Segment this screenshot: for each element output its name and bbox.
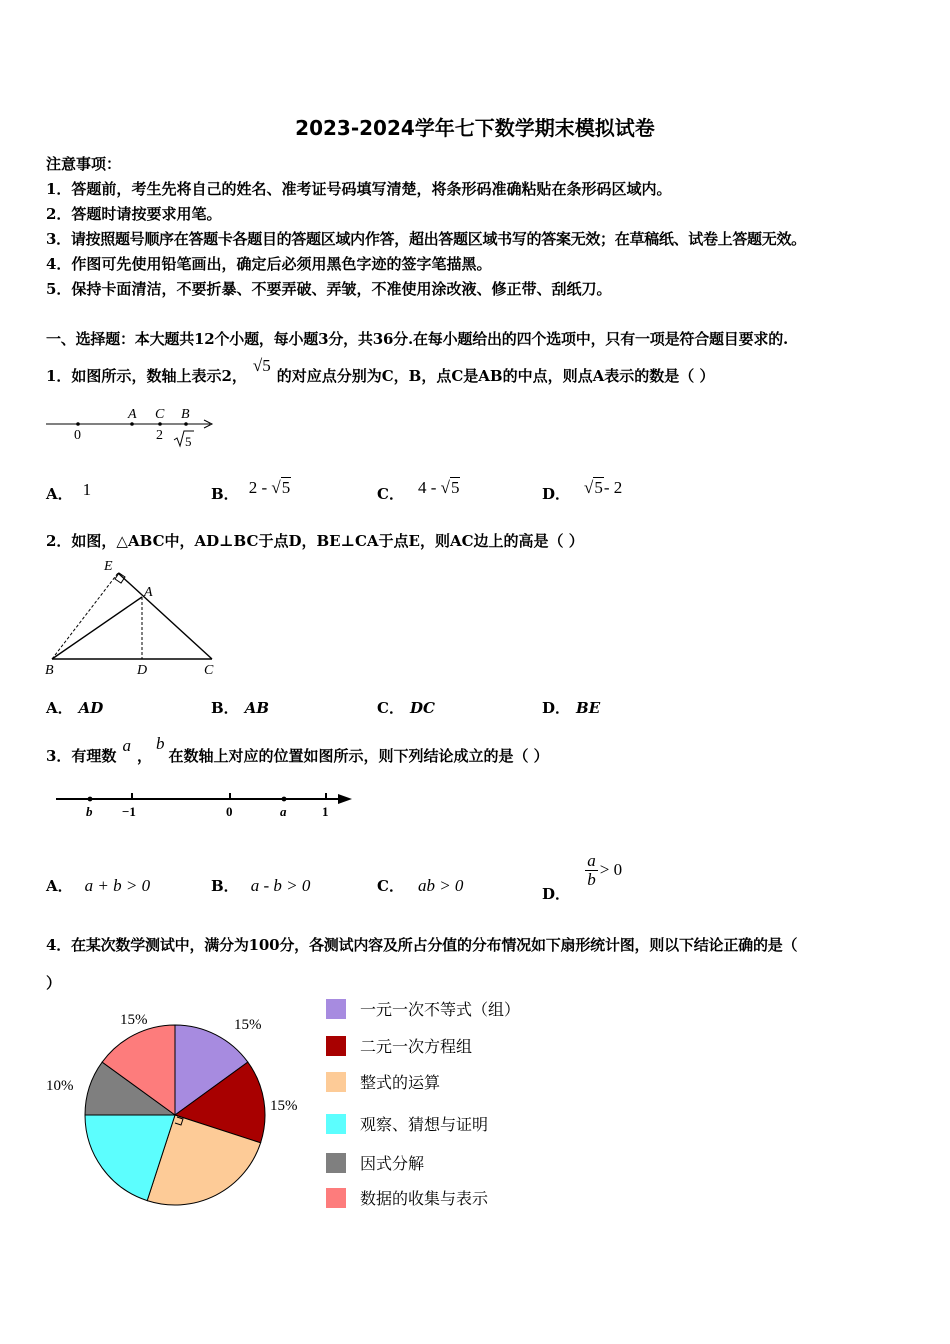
q1-label-5: 5 bbox=[185, 434, 192, 449]
q3-post: 在数轴上对应的位置如图所示，则下列结论成立的是（ ） bbox=[168, 747, 549, 765]
q1-text bbox=[46, 356, 715, 386]
pie-slice-label: 15% bbox=[234, 1017, 262, 1033]
option-label: A． bbox=[46, 699, 73, 717]
q3-axis-0: 0 bbox=[226, 804, 233, 819]
notice-item: 1．答题前，考生先将自己的姓名、准考证号码填写清楚，将条形码准确粘贴在条形码区域内。 bbox=[46, 180, 672, 198]
q4-text: 4．在某次数学测试中，满分为100分，各测试内容及所占分值的分布情况如下扇形统计图，则以下结论正确的是（ bbox=[46, 936, 798, 954]
q3-number-line bbox=[52, 785, 357, 825]
q1-label-B: B bbox=[181, 407, 190, 422]
q1-label-0: 0 bbox=[74, 428, 81, 443]
q3-axis-b: b bbox=[86, 804, 93, 819]
legend-label: 因式分解 bbox=[360, 1154, 425, 1173]
q2-option-c[interactable] bbox=[377, 697, 435, 718]
q1-label-C: C bbox=[155, 407, 165, 422]
option-label: D． bbox=[542, 699, 571, 717]
q1-label-2: 2 bbox=[156, 428, 163, 443]
notice-item: 5．保持卡面清洁，不要折暴、不要弄破、弄皱，不准使用涂改液、修正带、刮纸刀。 bbox=[46, 280, 612, 298]
radicand: 5 bbox=[281, 478, 291, 497]
q3-option-b[interactable] bbox=[211, 875, 310, 896]
radicand: 5 bbox=[450, 478, 460, 497]
q1-label-A: A bbox=[128, 407, 137, 422]
q2-triangle-figure bbox=[40, 555, 230, 680]
notice-heading: 注意事项： bbox=[46, 155, 122, 173]
option-label: B． bbox=[211, 699, 239, 717]
q2-option-a[interactable] bbox=[46, 697, 103, 718]
q3-axis-m1: −1 bbox=[122, 804, 136, 819]
option-label: B． bbox=[211, 877, 239, 895]
option-value: BE bbox=[576, 699, 601, 717]
option-value: a + b > 0 bbox=[84, 876, 151, 895]
q1-option-d[interactable]: D． √5- 2 bbox=[542, 478, 623, 503]
notice-item: 2．答题时请按要求用笔。 bbox=[46, 205, 222, 223]
option-value: a - b > 0 bbox=[250, 876, 311, 895]
q2-label-E: E bbox=[104, 559, 113, 574]
option-label: C． bbox=[377, 485, 404, 503]
option-label: B． bbox=[211, 485, 239, 503]
q4-pie-chart bbox=[30, 1000, 320, 1220]
q3-var-a: a bbox=[122, 736, 131, 755]
legend-swatch bbox=[326, 1114, 346, 1134]
q3-var-b: b bbox=[155, 734, 165, 753]
legend-item bbox=[326, 1112, 488, 1134]
section-heading: 一、选择题：本大题共12个小题，每小题3分，共36分.在每小题给出的四个选项中，只有一项是符合题目要求的. bbox=[46, 330, 789, 348]
q1-option-a[interactable] bbox=[46, 480, 92, 504]
q4-pie-legend bbox=[326, 997, 586, 1217]
q2-label-B: B bbox=[45, 663, 54, 678]
option-value: > 0 bbox=[599, 859, 623, 879]
q1-post: 的对应点分别为C，B，点C是AB的中点，则点A表示的数是（ ） bbox=[276, 367, 715, 385]
legend-label: 二元一次方程组 bbox=[360, 1037, 473, 1056]
option-label: C． bbox=[377, 877, 404, 895]
pie-slice-label: 15% bbox=[120, 1012, 148, 1028]
notice-item: 4．作图可先使用铅笔画出，确定后必须用黑色字迹的签字笔描黑。 bbox=[46, 255, 492, 273]
legend-label: 整式的运算 bbox=[360, 1073, 441, 1092]
pie-slice-label: 10% bbox=[46, 1078, 74, 1094]
notice-item: 3．请按照题号顺序在答题卡各题目的答题区域内作答，超出答题区域书写的答案无效；在草稿纸、试卷上答题无效。 bbox=[46, 230, 806, 248]
legend-label: 数据的收集与表示 bbox=[360, 1189, 489, 1208]
option-value: DC bbox=[409, 699, 435, 717]
page-title: 2023-2024学年七下数学期末模拟试卷 bbox=[295, 116, 655, 140]
option-value: ab > 0 bbox=[417, 876, 464, 895]
legend-swatch bbox=[326, 999, 346, 1019]
q1-option-b[interactable]: B． 2 - √5 bbox=[211, 478, 291, 503]
q1-sqrt5: √5 bbox=[252, 356, 271, 375]
legend-swatch bbox=[326, 1188, 346, 1208]
option-value: AB bbox=[244, 699, 270, 717]
option-label: D． bbox=[542, 485, 571, 503]
q4-text-end: ） bbox=[46, 974, 62, 992]
option-value: 4 - bbox=[417, 478, 441, 497]
q3-pre: 3．有理数 bbox=[46, 747, 117, 765]
q3-option-d[interactable] bbox=[542, 851, 623, 903]
q3-comma: ， bbox=[136, 747, 152, 765]
legend-item bbox=[326, 1151, 424, 1173]
q1-option-c[interactable]: C． 4 - √5 bbox=[377, 478, 460, 503]
option-label: A． bbox=[46, 485, 73, 503]
radicand: 5 bbox=[594, 478, 603, 497]
q3-text bbox=[46, 734, 549, 766]
legend-item bbox=[326, 1186, 488, 1208]
legend-item bbox=[326, 997, 520, 1019]
legend-label: 观察、猜想与证明 bbox=[360, 1115, 489, 1134]
legend-swatch bbox=[326, 1072, 346, 1092]
q2-option-d[interactable] bbox=[542, 697, 600, 718]
q2-label-A: A bbox=[144, 585, 153, 600]
option-value: 1 bbox=[82, 480, 92, 499]
q2-label-D: D bbox=[137, 663, 148, 678]
legend-label: 一元一次不等式（组） bbox=[360, 1000, 521, 1019]
option-label: D． bbox=[542, 884, 571, 903]
option-value: 2 - bbox=[248, 478, 272, 497]
option-value: AD bbox=[78, 699, 104, 717]
legend-swatch bbox=[326, 1153, 346, 1173]
legend-item bbox=[326, 1034, 472, 1056]
legend-swatch bbox=[326, 1036, 346, 1056]
q3-axis-a: a bbox=[280, 804, 287, 819]
legend-item bbox=[326, 1070, 440, 1092]
q2-label-C: C bbox=[204, 663, 214, 678]
q3-option-c[interactable] bbox=[377, 875, 463, 896]
option-label: A． bbox=[46, 877, 73, 895]
q1-number-line bbox=[44, 402, 219, 452]
q3-option-a[interactable] bbox=[46, 875, 150, 896]
option-label: C． bbox=[377, 699, 404, 717]
q3-axis-1: 1 bbox=[322, 804, 329, 819]
option-value: - 2 bbox=[603, 478, 623, 497]
fraction-denominator: b bbox=[587, 870, 596, 889]
q2-text: 2．如图，△ABC中，AD⊥BC于点D，BE⊥CA于点E，则AC边上的高是（ ） bbox=[46, 532, 584, 550]
q2-option-b[interactable] bbox=[211, 697, 269, 718]
q1-pre: 1．如图所示，数轴上表示2， bbox=[46, 367, 247, 385]
fraction-numerator: a bbox=[587, 851, 596, 870]
pie-slice-label: 15% bbox=[270, 1098, 298, 1114]
